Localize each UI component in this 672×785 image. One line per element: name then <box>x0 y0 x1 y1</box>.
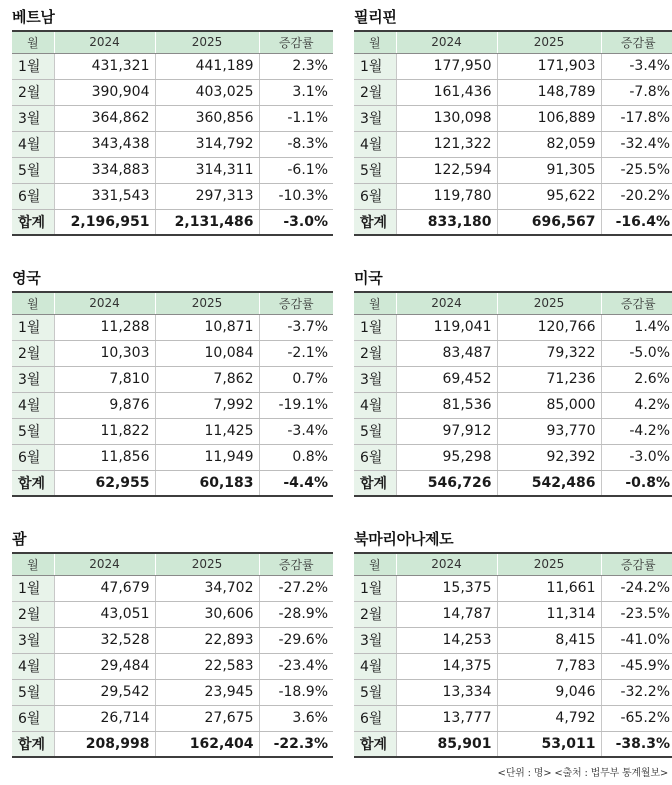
value-2025-cell: 9,046 <box>497 679 601 705</box>
rate-cell: -45.9% <box>601 653 672 679</box>
visitor-table <box>12 552 333 758</box>
rate-cell: -32.4% <box>601 131 672 157</box>
rate-cell: -2.1% <box>259 340 333 366</box>
value-2025-cell: 93,770 <box>497 418 601 444</box>
rate-cell: -65.2% <box>601 705 672 731</box>
table-row <box>354 131 672 157</box>
table-row <box>12 131 333 157</box>
rate-cell: -8.3% <box>259 131 333 157</box>
value-2024-cell: 177,950 <box>396 53 497 79</box>
table-title: 북마리아나제도 <box>354 530 454 548</box>
rate-cell: 3.1% <box>259 79 333 105</box>
header-month: 월 <box>354 31 396 53</box>
value-2024-cell: 208,998 <box>54 731 155 757</box>
month-cell: 1월 <box>12 314 54 340</box>
value-2025-cell: 8,415 <box>497 627 601 653</box>
total-row <box>354 470 672 496</box>
value-2025-cell: 11,314 <box>497 601 601 627</box>
value-2025-cell: 360,856 <box>155 105 259 131</box>
value-2024-cell: 119,041 <box>396 314 497 340</box>
value-2025-cell: 22,583 <box>155 653 259 679</box>
month-cell: 3월 <box>12 105 54 131</box>
rate-cell: -3.7% <box>259 314 333 340</box>
month-cell: 2월 <box>12 340 54 366</box>
value-2025-cell: 27,675 <box>155 705 259 731</box>
rate-cell: -10.3% <box>259 183 333 209</box>
value-2024-cell: 10,303 <box>54 340 155 366</box>
rate-cell: -24.2% <box>601 575 672 601</box>
total-row <box>12 209 333 235</box>
rate-cell: -3.0% <box>601 444 672 470</box>
table-row <box>354 392 672 418</box>
value-2024-cell: 13,777 <box>396 705 497 731</box>
rate-cell: -19.1% <box>259 392 333 418</box>
value-2025-cell: 79,322 <box>497 340 601 366</box>
value-2025-cell: 34,702 <box>155 575 259 601</box>
value-2025-cell: 85,000 <box>497 392 601 418</box>
value-2025-cell: 162,404 <box>155 731 259 757</box>
table-title: 베트남 <box>12 8 55 26</box>
month-cell: 3월 <box>12 366 54 392</box>
table-row <box>12 679 333 705</box>
header-month: 월 <box>12 553 54 575</box>
value-2024-cell: 26,714 <box>54 705 155 731</box>
table-row <box>354 601 672 627</box>
table-title: 괌 <box>12 530 27 548</box>
value-2024-cell: 95,298 <box>396 444 497 470</box>
table-row <box>12 53 333 79</box>
value-2025-cell: 297,313 <box>155 183 259 209</box>
total-row <box>12 731 333 757</box>
table-row <box>12 105 333 131</box>
value-2025-cell: 171,903 <box>497 53 601 79</box>
value-2024-cell: 119,780 <box>396 183 497 209</box>
table-row <box>12 705 333 731</box>
month-cell: 합계 <box>354 731 396 757</box>
source-footnote: <단위 : 명> <출처 : 법무부 통계월보> <box>497 768 668 779</box>
value-2025-cell: 11,425 <box>155 418 259 444</box>
value-2024-cell: 343,438 <box>54 131 155 157</box>
rate-cell: -0.8% <box>601 470 672 496</box>
month-cell: 4월 <box>12 653 54 679</box>
rate-cell: -27.2% <box>259 575 333 601</box>
table-row <box>354 183 672 209</box>
rate-cell: -28.9% <box>259 601 333 627</box>
month-cell: 5월 <box>12 418 54 444</box>
table-row <box>12 366 333 392</box>
value-2024-cell: 29,542 <box>54 679 155 705</box>
value-2024-cell: 81,536 <box>396 392 497 418</box>
month-cell: 1월 <box>12 53 54 79</box>
value-2024-cell: 431,321 <box>54 53 155 79</box>
month-cell: 3월 <box>354 366 396 392</box>
table-row <box>354 679 672 705</box>
total-row <box>354 209 672 235</box>
month-cell: 3월 <box>354 627 396 653</box>
rate-cell: -16.4% <box>601 209 672 235</box>
value-2025-cell: 11,949 <box>155 444 259 470</box>
value-2024-cell: 11,856 <box>54 444 155 470</box>
value-2025-cell: 106,889 <box>497 105 601 131</box>
value-2024-cell: 47,679 <box>54 575 155 601</box>
value-2024-cell: 7,810 <box>54 366 155 392</box>
value-2025-cell: 22,893 <box>155 627 259 653</box>
month-cell: 합계 <box>12 470 54 496</box>
value-2025-cell: 95,622 <box>497 183 601 209</box>
value-2024-cell: 69,452 <box>396 366 497 392</box>
rate-cell: -1.1% <box>259 105 333 131</box>
rate-cell: -23.4% <box>259 653 333 679</box>
header-2025: 2025 <box>155 292 259 314</box>
table-row <box>354 105 672 131</box>
rate-cell: -25.5% <box>601 157 672 183</box>
header-2024: 2024 <box>54 292 155 314</box>
value-2025-cell: 403,025 <box>155 79 259 105</box>
month-cell: 6월 <box>354 183 396 209</box>
value-2025-cell: 314,311 <box>155 157 259 183</box>
value-2024-cell: 9,876 <box>54 392 155 418</box>
table-row <box>354 157 672 183</box>
header-rate: 증감률 <box>601 553 672 575</box>
month-cell: 1월 <box>12 575 54 601</box>
rate-cell: -3.0% <box>259 209 333 235</box>
table-row <box>12 392 333 418</box>
value-2024-cell: 83,487 <box>396 340 497 366</box>
value-2025-cell: 71,236 <box>497 366 601 392</box>
rate-cell: -4.2% <box>601 418 672 444</box>
table-row <box>12 340 333 366</box>
table-row <box>354 627 672 653</box>
value-2025-cell: 7,783 <box>497 653 601 679</box>
value-2025-cell: 314,792 <box>155 131 259 157</box>
value-2024-cell: 13,334 <box>396 679 497 705</box>
value-2024-cell: 14,787 <box>396 601 497 627</box>
value-2024-cell: 161,436 <box>396 79 497 105</box>
value-2025-cell: 10,871 <box>155 314 259 340</box>
value-2024-cell: 32,528 <box>54 627 155 653</box>
table-row <box>12 627 333 653</box>
month-cell: 1월 <box>354 575 396 601</box>
header-month: 월 <box>12 292 54 314</box>
rate-cell: -3.4% <box>259 418 333 444</box>
value-2024-cell: 62,955 <box>54 470 155 496</box>
month-cell: 2월 <box>354 79 396 105</box>
value-2025-cell: 4,792 <box>497 705 601 731</box>
value-2025-cell: 53,011 <box>497 731 601 757</box>
rate-cell: -5.0% <box>601 340 672 366</box>
rate-cell: -23.5% <box>601 601 672 627</box>
header-rate: 증감률 <box>601 31 672 53</box>
table-row <box>12 575 333 601</box>
value-2024-cell: 121,322 <box>396 131 497 157</box>
value-2024-cell: 130,098 <box>396 105 497 131</box>
visitor-table <box>354 291 672 497</box>
value-2025-cell: 441,189 <box>155 53 259 79</box>
rate-cell: -3.4% <box>601 53 672 79</box>
table-row <box>12 183 333 209</box>
table-row <box>12 157 333 183</box>
visitor-table <box>354 552 672 758</box>
month-cell: 5월 <box>354 157 396 183</box>
month-cell: 3월 <box>12 627 54 653</box>
header-2025: 2025 <box>155 31 259 53</box>
value-2025-cell: 7,862 <box>155 366 259 392</box>
header-2024: 2024 <box>396 553 497 575</box>
rate-cell: -20.2% <box>601 183 672 209</box>
value-2025-cell: 7,992 <box>155 392 259 418</box>
header-2024: 2024 <box>396 292 497 314</box>
header-month: 월 <box>354 553 396 575</box>
month-cell: 합계 <box>354 470 396 496</box>
table-row <box>354 575 672 601</box>
table-row <box>354 418 672 444</box>
month-cell: 6월 <box>12 183 54 209</box>
total-row <box>12 470 333 496</box>
header-2024: 2024 <box>54 553 155 575</box>
month-cell: 6월 <box>354 444 396 470</box>
value-2024-cell: 29,484 <box>54 653 155 679</box>
rate-cell: 0.8% <box>259 444 333 470</box>
rate-cell: -6.1% <box>259 157 333 183</box>
value-2025-cell: 91,305 <box>497 157 601 183</box>
rate-cell: -4.4% <box>259 470 333 496</box>
header-2025: 2025 <box>497 31 601 53</box>
table-row <box>354 314 672 340</box>
table-row <box>354 79 672 105</box>
header-2025: 2025 <box>497 553 601 575</box>
table-row <box>12 444 333 470</box>
table-title: 미국 <box>354 269 383 287</box>
value-2024-cell: 14,253 <box>396 627 497 653</box>
value-2024-cell: 122,594 <box>396 157 497 183</box>
rate-cell: 1.4% <box>601 314 672 340</box>
header-month: 월 <box>12 31 54 53</box>
value-2025-cell: 60,183 <box>155 470 259 496</box>
table-row <box>354 444 672 470</box>
rate-cell: -32.2% <box>601 679 672 705</box>
header-rate: 증감률 <box>259 292 333 314</box>
value-2024-cell: 97,912 <box>396 418 497 444</box>
month-cell: 2월 <box>354 601 396 627</box>
value-2024-cell: 14,375 <box>396 653 497 679</box>
table-row <box>354 366 672 392</box>
month-cell: 5월 <box>12 157 54 183</box>
month-cell: 5월 <box>354 418 396 444</box>
value-2024-cell: 390,904 <box>54 79 155 105</box>
rate-cell: 4.2% <box>601 392 672 418</box>
month-cell: 6월 <box>12 705 54 731</box>
total-row <box>354 731 672 757</box>
header-2024: 2024 <box>396 31 497 53</box>
value-2024-cell: 15,375 <box>396 575 497 601</box>
month-cell: 합계 <box>12 731 54 757</box>
value-2024-cell: 85,901 <box>396 731 497 757</box>
value-2025-cell: 148,789 <box>497 79 601 105</box>
rate-cell: -22.3% <box>259 731 333 757</box>
value-2025-cell: 11,661 <box>497 575 601 601</box>
value-2024-cell: 2,196,951 <box>54 209 155 235</box>
value-2024-cell: 11,288 <box>54 314 155 340</box>
value-2025-cell: 542,486 <box>497 470 601 496</box>
header-rate: 증감률 <box>259 553 333 575</box>
month-cell: 1월 <box>354 53 396 79</box>
month-cell: 4월 <box>354 131 396 157</box>
month-cell: 6월 <box>12 444 54 470</box>
rate-cell: 2.6% <box>601 366 672 392</box>
visitor-table <box>354 30 672 236</box>
table-row <box>354 653 672 679</box>
value-2024-cell: 331,543 <box>54 183 155 209</box>
rate-cell: -17.8% <box>601 105 672 131</box>
rate-cell: 0.7% <box>259 366 333 392</box>
table-row <box>12 418 333 444</box>
month-cell: 4월 <box>354 653 396 679</box>
header-rate: 증감률 <box>259 31 333 53</box>
table-row <box>12 601 333 627</box>
month-cell: 합계 <box>12 209 54 235</box>
month-cell: 2월 <box>354 340 396 366</box>
rate-cell: -7.8% <box>601 79 672 105</box>
visitor-table <box>12 30 333 236</box>
month-cell: 5월 <box>354 679 396 705</box>
value-2024-cell: 43,051 <box>54 601 155 627</box>
value-2025-cell: 92,392 <box>497 444 601 470</box>
value-2024-cell: 546,726 <box>396 470 497 496</box>
value-2025-cell: 23,945 <box>155 679 259 705</box>
value-2025-cell: 10,084 <box>155 340 259 366</box>
rate-cell: -41.0% <box>601 627 672 653</box>
table-row <box>354 53 672 79</box>
table-row <box>12 314 333 340</box>
month-cell: 5월 <box>12 679 54 705</box>
value-2025-cell: 120,766 <box>497 314 601 340</box>
table-title: 영국 <box>12 269 41 287</box>
month-cell: 4월 <box>354 392 396 418</box>
header-2024: 2024 <box>54 31 155 53</box>
month-cell: 1월 <box>354 314 396 340</box>
value-2025-cell: 696,567 <box>497 209 601 235</box>
value-2024-cell: 833,180 <box>396 209 497 235</box>
header-2025: 2025 <box>155 553 259 575</box>
table-row <box>354 340 672 366</box>
header-2025: 2025 <box>497 292 601 314</box>
rate-cell: -38.3% <box>601 731 672 757</box>
rate-cell: -18.9% <box>259 679 333 705</box>
value-2024-cell: 11,822 <box>54 418 155 444</box>
month-cell: 3월 <box>354 105 396 131</box>
value-2025-cell: 82,059 <box>497 131 601 157</box>
table-row <box>12 79 333 105</box>
header-month: 월 <box>354 292 396 314</box>
visitor-table <box>12 291 333 497</box>
table-row <box>354 705 672 731</box>
month-cell: 2월 <box>12 601 54 627</box>
value-2025-cell: 2,131,486 <box>155 209 259 235</box>
value-2024-cell: 364,862 <box>54 105 155 131</box>
month-cell: 4월 <box>12 131 54 157</box>
month-cell: 6월 <box>354 705 396 731</box>
value-2024-cell: 334,883 <box>54 157 155 183</box>
month-cell: 2월 <box>12 79 54 105</box>
rate-cell: 3.6% <box>259 705 333 731</box>
table-title: 필리핀 <box>354 8 397 26</box>
month-cell: 합계 <box>354 209 396 235</box>
table-row <box>12 653 333 679</box>
rate-cell: -29.6% <box>259 627 333 653</box>
rate-cell: 2.3% <box>259 53 333 79</box>
month-cell: 4월 <box>12 392 54 418</box>
header-rate: 증감률 <box>601 292 672 314</box>
value-2025-cell: 30,606 <box>155 601 259 627</box>
